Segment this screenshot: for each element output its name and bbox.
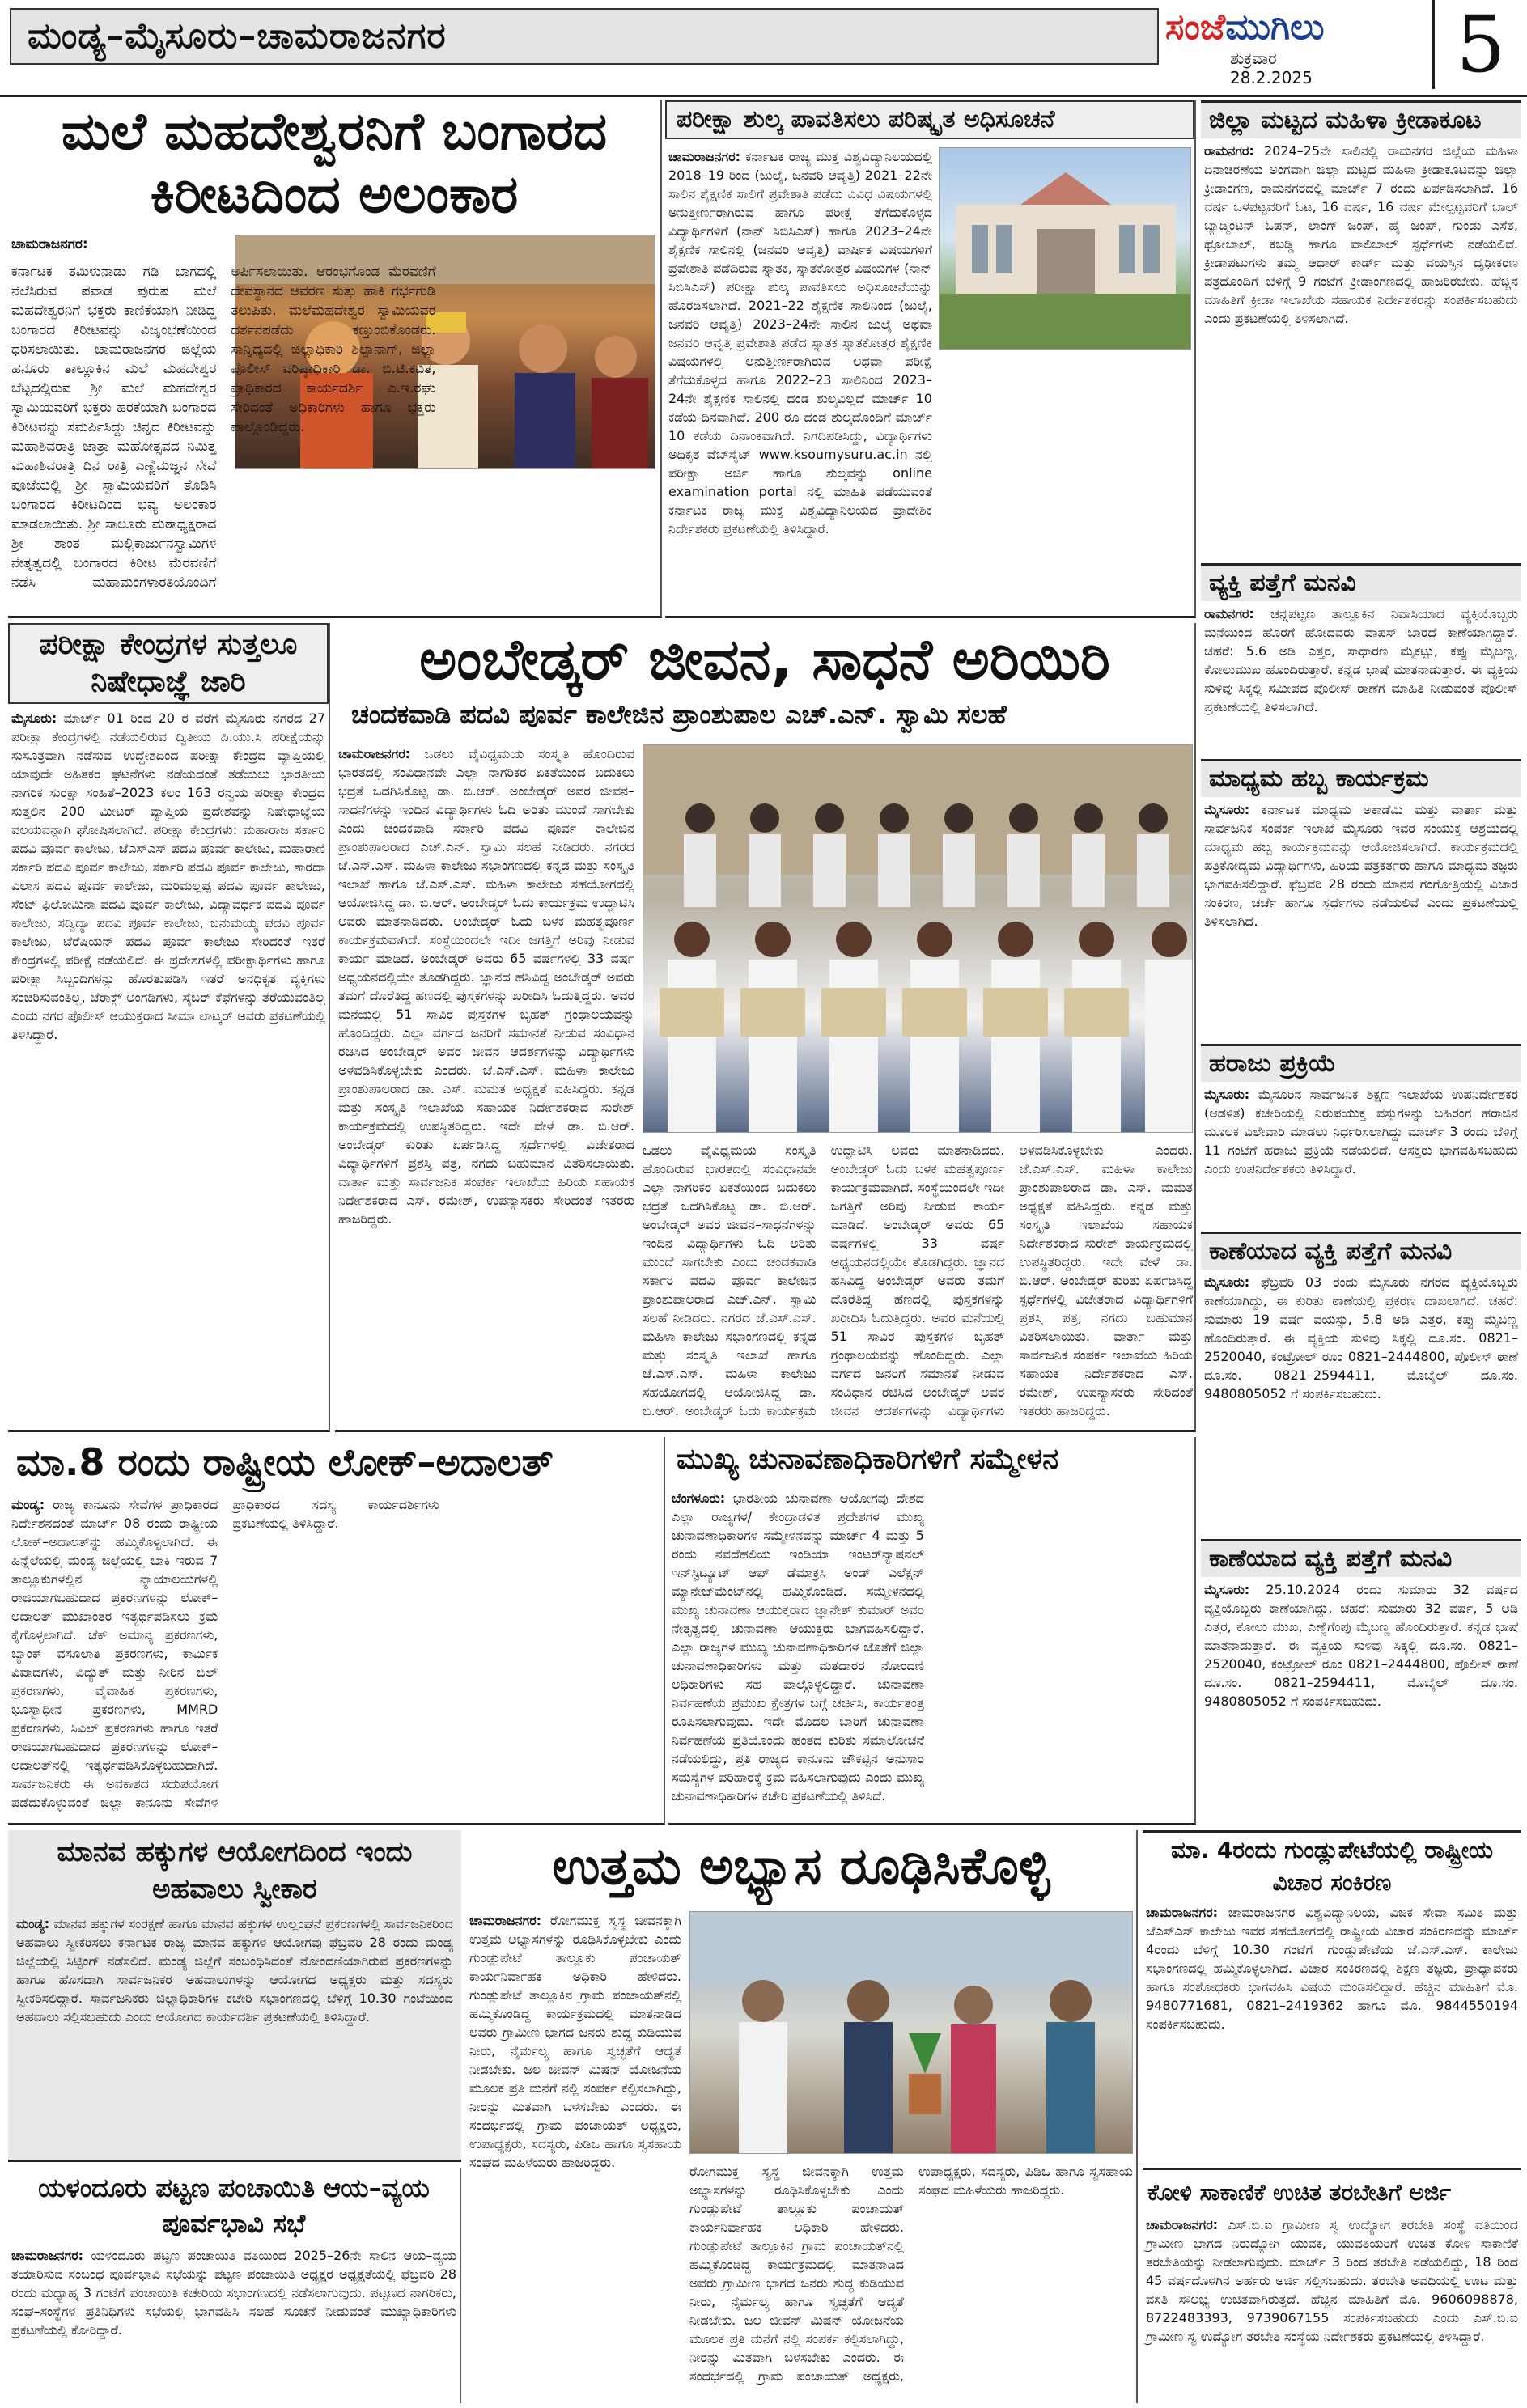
article-ambedkar — [335, 623, 1196, 1432]
paper-name-part1: ಸಂಜೆ — [1165, 6, 1226, 48]
article-yelandur-text — [8, 2243, 460, 2397]
article-fee-dateline: ಚಾಮರಾಜನಗರ: — [668, 149, 741, 164]
article-fee — [665, 100, 1196, 618]
article-poultry-text — [1143, 2212, 1521, 2398]
article-yelandur-headline: ಯಳಂದೂರು ಪಟ್ಟಣ ಪಂಚಾಯಿತಿ ಆಯ–ವ್ಯಯ ಪೂರ್ವಭಾವಿ ಸಭೆ — [38, 2173, 430, 2239]
article-yelandur-dateline: ಚಾಮರಾಜನಗರ: — [11, 2248, 84, 2263]
article-missing3-dateline: ಮೈಸೂರು: — [1204, 1582, 1250, 1597]
masthead — [1165, 6, 1408, 87]
article-restriction — [8, 623, 330, 1432]
article-sports-dateline: ರಾಮನಗರ: — [1204, 143, 1254, 159]
article-missing2-text — [1201, 1270, 1521, 1533]
article-missing2-body: ಫೆಬ್ರವರಿ 03 ರಂದು ಮೈಸೂರು ನಗರದ ವ್ಯಕ್ತಿಯೊಬ್ಬರು ಕಾಣೆಯಾಗಿದ್ದು, ಈ ಕುರಿತು ಠಾಣೆಯಲ್ಲಿ ಪ್ರಕರಣ ದಾಖಲಾಗಿದೆ. ಚಹರೆ: ಸುಮಾರು 19 ವರ್ಷ ವಯಸ್ಸು, 5.8 ಅಡಿ ಎತ್ತರ, ಕಪ್ಪು ಮೈಬಣ್ಣ ಹೊಂದಿರುತ್ತಾರೆ. ಈ ವ್ಯಕ್ತಿಯ ಸುಳಿವು ಸಿಕ್ಕಲ್ಲಿ ದೂ.ಸಂ. 0821–2520040, ಕಂಟ್ರೋಲ್ ರೂಂ 0821–2444800, ಪೊಲೀಸ್ ಠಾಣೆ ದೂ.ಸಂ. 0821–2594411, ಮೊಬೈಲ್ ದೂ.ಸಂ. 9480805052 ಗೆ ಸಂಪರ್ಕಿಸಬಹುದು. — [1204, 1274, 1518, 1401]
paper-name — [1165, 6, 1408, 49]
article-media-text — [1201, 797, 1521, 1040]
article-missing3-headline: ಕಾಣೆಯಾದ ವ್ಯಕ್ತಿ ಪತ್ತೆಗೆ ಮನವಿ — [1201, 1539, 1521, 1577]
article-seminar-text — [1143, 1900, 1521, 2162]
section-label: ಮಂಡ್ಯ–ಮೈಸೂರು–ಚಾಮರಾಜನಗರ — [10, 8, 1159, 65]
article-auction — [1201, 1044, 1521, 1232]
article-fee-headline: ಪರೀಕ್ಷಾ ಶುಲ್ಕ ಪಾವತಿಸಲು ಪರಿಷ್ಕೃತ ಅಧಿಸೂಚನೆ — [665, 100, 1194, 139]
article-seminar-body: ಚಾಮರಾಜನಗರ ವಿಶ್ವವಿದ್ಯಾನಿಲಯ, ವಿಜಿಕ ಸೇವಾ ಸಮಿತಿ ಮತ್ತು ಜೆಎಸ್‌ಎಸ್ ಕಾಲೇಜು ಇವರ ಸಹಯೋಗದಲ್ಲಿ ರಾಷ್ಟ್ರೀಯ ವಿಚಾರ ಸಂಕಿರಣವನ್ನು ಮಾರ್ಚ್ 4ರಂದು ಬೆಳಿಗ್ಗೆ 10.30 ಗಂಟೆಗೆ ಗುಂಡ್ಲುಪೇಟೆಯ ಜೆ.ಎಸ್.ಎಸ್. ಕಾಲೇಜು ಸಭಾಂಗಣದಲ್ಲಿ ಹಮ್ಮಿಕೊಳ್ಳಲಾಗಿದೆ. ವಿಚಾರ ಸಂಕಿರಣದಲ್ಲಿ ಶಿಕ್ಷಣ ತಜ್ಞರು, ಪ್ರಾಧ್ಯಾಪಕರು ಹಾಗೂ ಸಂಶೋಧಕರು ಭಾಗವಹಿಸಿ ವಿಷಯ ಮಂಡಿಸಲಿದ್ದಾರೆ. ಹೆಚ್ಚಿನ ಮಾಹಿತಿಗೆ ಮೊ. 9480771681, 0821–2419362 ಹಾಗೂ ಮೊ. 9844550194 ಸಂಪರ್ಕಿಸಬಹುದು. — [1146, 1905, 1518, 2032]
article-adalat — [8, 1437, 665, 1825]
ambedkar-photo-illustration — [643, 745, 1193, 1133]
article-habits-body: ರೋಗಮುಕ್ತ ಸ್ವಸ್ಥ ಜೀವನಕ್ಕಾಗಿ ಉತ್ತಮ ಅಭ್ಯಾಸಗಳನ್ನು ರೂಢಿಸಿಕೊಳ್ಳಬೇಕು ಎಂದು ಗುಂಡ್ಲುಪೇಟೆ ತಾಲ್ಲೂಕು ಪಂಚಾಯತ್ ಕಾರ್ಯನಿರ್ವಾಹಕ ಅಧಿಕಾರಿ ಹೇಳಿದರು. ಗುಂಡ್ಲುಪೇಟೆ ತಾಲ್ಲೂಕಿನ ಗ್ರಾಮ ಪಂಚಾಯತ್‌ನಲ್ಲಿ ಹಮ್ಮಿಕೊಂಡಿದ್ದ ಕಾರ್ಯಕ್ರಮದಲ್ಲಿ ಮಾತನಾಡಿದ ಅವರು ಗ್ರಾಮೀಣ ಭಾಗದ ಜನರು ಶುದ್ಧ ಕುಡಿಯುವ ನೀರು, ನೈರ್ಮಲ್ಯ ಹಾಗೂ ಸ್ವಚ್ಛತೆಗೆ ಆದ್ಯತೆ ನೀಡಬೇಕು. ಜಲ ಜೀವನ್ ಮಿಷನ್ ಯೋಜನೆಯ ಮೂಲಕ ಪ್ರತಿ ಮನೆಗೆ ನಲ್ಲಿ ಸಂಪರ್ಕ ಕಲ್ಪಿಸಲಾಗಿದ್ದು, ನೀರನ್ನು ಮಿತವಾಗಿ ಬಳಸಬೇಕು ಎಂದರು. ಈ ಸಂದರ್ಭದಲ್ಲಿ ಗ್ರಾಮ ಪಂಚಾಯತ್ ಅಧ್ಯಕ್ಷರು, ಉಪಾಧ್ಯಕ್ಷರು, ಸದಸ್ಯರು, ಪಿಡಿಒ ಹಾಗೂ ಸ್ವಸಹಾಯ ಸಂಘದ ಮಹಿಳೆಯರು ಹಾಜರಿದ್ದರು. — [469, 1913, 681, 2170]
article-missing1-body: ಚನ್ನಪಟ್ಟಣ ತಾಲ್ಲೂಕಿನ ನಿವಾಸಿಯಾದ ವ್ಯಕ್ತಿಯೊಬ್ಬರು ಮನೆಯಿಂದ ಹೊರಗೆ ಹೋದವರು ವಾಪಸ್ ಬಾರದೆ ಕಾಣೆಯಾಗಿದ್ದಾರೆ. ಚಹರೆ: 5.6 ಅಡಿ ಎತ್ತರ, ಸಾಧಾರಣ ಮೈಕಟ್ಟು, ಕಪ್ಪು ಮೈಬಣ್ಣ, ಕೋಲುಮುಖ ಹೊಂದಿರುತ್ತಾರೆ. ಕನ್ನಡ ಭಾಷೆ ಮಾತನಾಡುತ್ತಾರೆ. ಈ ವ್ಯಕ್ತಿಯ ಸುಳಿವು ಸಿಕ್ಕಲ್ಲಿ ಸಮೀಪದ ಪೊಲೀಸ್ ಠಾಣೆಗೆ ಮಾಹಿತಿ ನೀಡುವಂತೆ ಪೊಲೀಸ್ ಪ್ರಕಟಣೆಯಲ್ಲಿ ತಿಳಿಸಲಾಗಿದೆ. — [1204, 606, 1518, 714]
ambedkar-event-photo — [643, 744, 1193, 1133]
article-poultry — [1143, 2177, 1521, 2403]
article-missing1-dateline: ರಾಮನಗರ: — [1204, 606, 1254, 621]
article-rights-body: ಮಾನವ ಹಕ್ಕುಗಳ ಸಂರಕ್ಷಣೆ ಹಾಗೂ ಮಾನವ ಹಕ್ಕುಗಳ ಉಲ್ಲಂಘನೆ ಪ್ರಕರಣಗಳಲ್ಲಿ ಸಾರ್ವಜನಿಕರಿಂದ ಅಹವಾಲು ಸ್ವೀಕರಿಸಲು ಕರ್ನಾಟಕ ರಾಜ್ಯ ಮಾನವ ಹಕ್ಕುಗಳ ಆಯೋಗವು ಫೆಬ್ರವರಿ 28 ರಂದು ಮಂಡ್ಯ ಜಿಲ್ಲೆಯಲ್ಲಿ ಸಿಟ್ಟಿಂಗ್ ನಡೆಸಲಿದೆ. ಮಂಡ್ಯ ಜಿಲ್ಲೆಗೆ ಸಂಬಂಧಿಸಿದಂತೆ ನೋಂದಣಿಯಾಗಿರುವ ಪ್ರಕರಣಗಳನ್ನು ಹಾಗೂ ಹೊಸದಾಗಿ ಸಾರ್ವಜನಿಕರ ಅಹವಾಲುಗಳನ್ನು ಆಯೋಗದ ಅಧ್ಯಕ್ಷರು ಮತ್ತು ಸದಸ್ಯರು ಸ್ವೀಕರಿಸಲಿದ್ದಾರೆ. ಸಾರ್ವಜನಿಕರು ಜಿಲ್ಲಾಧಿಕಾರಿಗಳ ಕಚೇರಿ ಸಭಾಂಗಣದಲ್ಲಿ ಬೆಳಿಗ್ಗೆ 10.30 ಗಂಟೆಯಿಂದ ಅಹವಾಲು ಸಲ್ಲಿಸಬಹುದು ಎಂದು ಆಯೋಗದ ಕಾರ್ಯದರ್ಶಿ ಪ್ರಕಟಣೆಯಲ್ಲಿ ತಿಳಿಸಿದ್ದಾರೆ. — [16, 1916, 453, 2024]
article-fee-text — [668, 147, 932, 613]
article-crown-headline: ಮಲೆ ಮಹದೇಶ್ವರನಿಗೆ ಬಂಗಾರದ ಕಿರೀಟದಿಂದ ಅಲಂಕಾರ — [61, 102, 608, 225]
article-media — [1201, 759, 1521, 1044]
article-missing3-body: 25.10.2024 ರಂದು ಸುಮಾರು 32 ವರ್ಷದ ವ್ಯಕ್ತಿಯೊಬ್ಬರು ಕಾಣೆಯಾಗಿದ್ದು, ಚಹರೆ: ಸುಮಾರು 32 ವರ್ಷ, 5 ಅಡಿ ಎತ್ತರ, ಕೋಲು ಮುಖ, ಎಣ್ಣೆಗೆಂಪು ಮೈಬಣ್ಣ ಹೊಂದಿರುತ್ತಾರೆ. ಕನ್ನಡ ಭಾಷೆ ಮಾತನಾಡುತ್ತಾರೆ. ಈ ವ್ಯಕ್ತಿಯ ಸುಳಿವು ಸಿಕ್ಕಲ್ಲಿ ದೂ.ಸಂ. 0821–2520040, ಕಂಟ್ರೋಲ್ ರೂಂ 0821–2444800, ಪೊಲೀಸ್ ಠಾಣೆ ದೂ.ಸಂ. 0821–2594411, ಮೊಬೈಲ್ ದೂ.ಸಂ. 9480805052 ಗೆ ಸಂಪರ್ಕಿಸಬಹುದು. — [1204, 1582, 1518, 1709]
article-habits-continued: ರೋಗಮುಕ್ತ ಸ್ವಸ್ಥ ಜೀವನಕ್ಕಾಗಿ ಉತ್ತಮ ಅಭ್ಯಾಸಗಳನ್ನು ರೂಢಿಸಿಕೊಳ್ಳಬೇಕು ಎಂದು ಗುಂಡ್ಲುಪೇಟೆ ತಾಲ್ಲೂಕು ಪಂಚಾಯತ್ ಕಾರ್ಯನಿರ್ವಾಹಕ ಅಧಿಕಾರಿ ಹೇಳಿದರು. ಗುಂಡ್ಲುಪೇಟೆ ತಾಲ್ಲೂಕಿನ ಗ್ರಾಮ ಪಂಚಾಯತ್‌ನಲ್ಲಿ ಹಮ್ಮಿಕೊಂಡಿದ್ದ ಕಾರ್ಯಕ್ರಮದಲ್ಲಿ ಮಾತನಾಡಿದ ಅವರು ಗ್ರಾಮೀಣ ಭಾಗದ ಜನರು ಶುದ್ಧ ಕುಡಿಯುವ ನೀರು, ನೈರ್ಮಲ್ಯ ಹಾಗೂ ಸ್ವಚ್ಛತೆಗೆ ಆದ್ಯತೆ ನೀಡಬೇಕು. ಜಲ ಜೀವನ್ ಮಿಷನ್ ಯೋಜನೆಯ ಮೂಲಕ ಪ್ರತಿ ಮನೆಗೆ ನಲ್ಲಿ ಸಂಪರ್ಕ ಕಲ್ಪಿಸಲಾಗಿದ್ದು, ನೀರನ್ನು ಮಿತವಾಗಿ ಬಳಸಬೇಕು ಎಂದರು. ಈ ಸಂದರ್ಭದಲ್ಲಿ ಗ್ರಾಮ ಪಂಚಾಯತ್ ಅಧ್ಯಕ್ಷರು, ಉಪಾಧ್ಯಕ್ಷರು, ಸದಸ್ಯರು, ಪಿಡಿಒ ಹಾಗೂ ಸ್ವಸಹಾಯ ಸಂಘದ ಮಹಿಳೆಯರು ಹಾಜರಿದ್ದರು. — [689, 2164, 1133, 2384]
article-adalat-headline: ಮಾ.8 ರಂದು ರಾಷ್ಟ್ರೀಯ ಲೋಕ್–ಅದಾಲತ್ — [16, 1440, 554, 1484]
article-auction-body: ಮೈಸೂರಿನ ಸಾರ್ವಜನಿಕ ಶಿಕ್ಷಣ ಇಲಾಖೆಯ ಉಪನಿರ್ದೇಶಕರ (ಆಡಳಿತ) ಕಚೇರಿಯಲ್ಲಿ ನಿರುಪಯುಕ್ತ ವಸ್ತುಗಳನ್ನು ಬಹಿರಂಗ ಹರಾಜಿನ ಮೂಲಕ ವಿಲೇವಾರಿ ಮಾಡಲು ನಿರ್ಧರಿಸಲಾಗಿದ್ದು ಮಾರ್ಚ್ 3 ರಂದು ಬೆಳಿಗ್ಗೆ 11 ಗಂಟೆಗೆ ಹರಾಜು ಪ್ರಕ್ರಿಯೆ ನಡೆಯಲಿದೆ. ಆಸಕ್ತರು ಭಾಗವಹಿಸಬಹುದು ಎಂದು ಉಪನಿರ್ದೇಶಕರು ತಿಳಿಸಿದ್ದಾರೆ. — [1204, 1087, 1518, 1176]
article-ambedkar-continued: ಒಡಲು ವೈವಿಧ್ಯಮಯ ಸಂಸ್ಕೃತಿ ಹೊಂದಿರುವ ಭಾರತದಲ್ಲಿ ಸಂವಿಧಾನವೇ ಎಲ್ಲಾ ನಾಗರಿಕರ ಏಕತೆಯಿಂದ ಬದುಕಲು ಭದ್ರತೆ ಒದಗಿಸಿಕೊಟ್ಟ ಡಾ. ಬಿ.ಆರ್. ಅಂಬೇಡ್ಕರ್ ಅವರ ಜೀವನ–ಸಾಧನೆಗಳನ್ನು ಇಂದಿನ ವಿದ್ಯಾರ್ಥಿಗಳು ಓದಿ ಅರಿತು ಮುಂದೆ ಸಾಗಬೇಕು ಎಂದು ಚಂದಕವಾಡಿ ಸರ್ಕಾರಿ ಪದವಿ ಪೂರ್ವ ಕಾಲೇಜಿನ ಪ್ರಾಂಶುಪಾಲರಾದ ಎಚ್.ಎನ್. ಸ್ವಾಮಿ ಸಲಹೆ ನೀಡಿದರು. ನಗರದ ಜೆ.ಎಸ್.ಎಸ್. ಮಹಿಳಾ ಕಾಲೇಜು ಸಭಾಂಗಣದಲ್ಲಿ ಕನ್ನಡ ಮತ್ತು ಸಂಸ್ಕೃತಿ ಇಲಾಖೆ ಹಾಗೂ ಜೆ.ಎಸ್.ಎಸ್. ಮಹಿಳಾ ಕಾಲೇಜು ಸಹಯೋಗದಲ್ಲಿ ಆಯೋಜಿಸಿದ್ದ ಡಾ. ಬಿ.ಆರ್. ಅಂಬೇಡ್ಕರ್ ಓದು ಕಾರ್ಯಕ್ರಮ ಉದ್ಘಾಟಿಸಿ ಅವರು ಮಾತನಾಡಿದರು. ಅಂಬೇಡ್ಕರ್ ಓದು ಬಳಕ ಮಹತ್ವಪೂರ್ಣ ಕಾರ್ಯಕ್ರಮವಾಗಿದೆ. ಸಂಸ್ಥೆಯಿಂದಲೇ ಇದೀ ಜಗತ್ತಿಗೆ ಅರಿವು ನೀಡುವ ಕಾರ್ಯ ಮಾಡಿದೆ. ಅಂಬೇಡ್ಕರ್ ಅವರು 65 ವರ್ಷಗಳಲ್ಲಿ 33 ವರ್ಷ ಅಧ್ಯಯನದಲ್ಲಿಯೇ ತೊಡಗಿದ್ದರು. ಜ್ಞಾನದ ಹಸಿವಿದ್ದ ಅಂಬೇಡ್ಕರ್ ಅವರು ತಮಗೆ ದೊರೆತಿದ್ದ ಹಣದಲ್ಲಿ ಪುಸ್ತಕಗಳನ್ನು ಖರೀದಿಸಿ ಓದುತ್ತಿದ್ದರು. ಅವರ ಮನೆಯಲ್ಲಿ 51 ಸಾವಿರ ಪುಸ್ತಕಗಳ ಬೃಹತ್ ಗ್ರಂಥಾಲಯವನ್ನು ಹೊಂದಿದ್ದರು. ಎಲ್ಲಾ ವರ್ಗದ ಜನರಿಗೆ ಸಮಾನತೆ ನೀಡುವ ಸಂವಿಧಾನ ರಚಿಸಿದ ಅಂಬೇಡ್ಕರ್ ಅವರ ಜೀವನ ಆದರ್ಶಗಳನ್ನು ವಿದ್ಯಾರ್ಥಿಗಳು ಅಳವಡಿಸಿಕೊಳ್ಳಬೇಕು ಎಂದರು. ಜೆ.ಎಸ್.ಎಸ್. ಮಹಿಳಾ ಕಾಲೇಜು ಪ್ರಾಂಶುಪಾಲರಾದ ಡಾ. ಎಸ್. ಮಮತ ಅಧ್ಯಕ್ಷತೆ ವಹಿಸಿದ್ದರು. ಕನ್ನಡ ಮತ್ತು ಸಂಸ್ಕೃತಿ ಇಲಾಖೆಯ ಸಹಾಯಕ ನಿರ್ದೇಶಕರಾದ ಸುರೇಶ್ ಕಾರ್ಯಕ್ರಮದಲ್ಲಿ ಉಪಸ್ಥಿತರಿದ್ದರು. ಇದೇ ವೇಳೆ ಡಾ. ಬಿ.ಆರ್. ಅಂಬೇಡ್ಕರ್ ಕುರಿತು ಏರ್ಪಡಿಸಿದ್ದ ಸ್ಪರ್ಧೆಗಳಲ್ಲಿ ವಿಜೇತರಾದ ವಿದ್ಯಾರ್ಥಿಗಳಿಗೆ ಪ್ರಶಸ್ತಿ ಪತ್ರ, ನಗದು ಬಹುಮಾನ ವಿತರಿಸಲಾಯಿತು. ವಾರ್ತಾ ಮತ್ತು ಸಾರ್ವಜನಿಕ ಸಂಪರ್ಕ ಇಲಾಖೆಯ ಹಿರಿಯ ಸಹಾಯಕ ನಿರ್ದೇಶಕರಾದ ಎಸ್. ರಮೇಶ್, ಉಪನ್ಯಾಸಕರು ಸೇರಿದಂತೆ ಇತರರು ಹಾಜರಿದ್ದರು. — [643, 1143, 1193, 1418]
university-building-photo — [939, 147, 1191, 350]
article-election-text — [668, 1486, 1194, 1819]
issue-date: 28.2.2025 — [1230, 68, 1313, 87]
article-poultry-headline: ಕೋಳಿ ಸಾಕಾಣಿಕೆ ಉಚಿತ ತರಬೇತಿಗೆ ಅರ್ಜಿ — [1147, 2179, 1452, 2206]
article-habits-text — [469, 1911, 681, 2397]
habits-event-photo — [689, 1911, 1133, 2154]
article-media-body: ಕರ್ನಾಟಕ ಮಾಧ್ಯಮ ಅಕಾಡೆಮಿ ಮತ್ತು ವಾರ್ತಾ ಮತ್ತು ಸಾರ್ವಜನಿಕ ಸಂಪರ್ಕ ಇಲಾಖೆ ಮೈಸೂರು ಇವರ ಸಂಯುಕ್ತ ಆಶ್ರಯದಲ್ಲಿ ಮಾಧ್ಯಮ ಹಬ್ಬ ಕಾರ್ಯಕ್ರಮವನ್ನು ಆಯೋಜಿಸಲಾಗಿದೆ. ಕಾರ್ಯಕ್ರಮದಲ್ಲಿ ಪತ್ರಿಕೋದ್ಯಮ ವಿದ್ಯಾರ್ಥಿಗಳು, ಹಿರಿಯ ಪತ್ರಕರ್ತರು ಹಾಗೂ ಮಾಧ್ಯಮ ತಜ್ಞರು ಭಾಗವಹಿಸಲಿದ್ದಾರೆ. ಫೆಬ್ರವರಿ 28 ರಂದು ಮಾನಸ ಗಂಗೋತ್ರಿಯಲ್ಲಿ ವಿಚಾರ ಸಂಕಿರಣ, ಚರ್ಚೆ ಹಾಗೂ ಸ್ಪರ್ಧೆಗಳು ನಡೆಯಲಿವೆ ಎಂದು ಪ್ರಕಟಣೆಯಲ್ಲಿ ತಿಳಿಸಲಾಗಿದೆ. — [1204, 802, 1518, 929]
article-missing2-headline: ಕಾಣೆಯಾದ ವ್ಯಕ್ತಿ ಪತ್ತೆಗೆ ಮನವಿ — [1201, 1232, 1521, 1270]
article-habits — [466, 1830, 1138, 2403]
article-ambedkar-text — [338, 744, 634, 1424]
article-rights-headline: ಮಾನವ ಹಕ್ಕುಗಳ ಆಯೋಗದಿಂದ ಇಂದು ಅಹವಾಲು ಸ್ವೀಕಾರ — [57, 1836, 413, 1906]
article-missing3 — [1201, 1539, 1521, 1816]
article-yelandur-body: ಯಳಂದೂರು ಪಟ್ಟಣ ಪಂಚಾಯಿತಿ ವತಿಯಿಂದ 2025–26ನೇ ಸಾಲಿನ ಆಯ–ವ್ಯಯ ತಯಾರಿಸುವ ಸಂಬಂಧ ಪೂರ್ವಭಾವಿ ಸಭೆಯನ್ನು ಪಟ್ಟಣ ಪಂಚಾಯಿತಿ ಅಧ್ಯಕ್ಷರ ಅಧ್ಯಕ್ಷತೆಯಲ್ಲಿ ಫೆಬ್ರವರಿ 28 ರಂದು ಮಧ್ಯಾಹ್ನ 3 ಗಂಟೆಗೆ ಪಂಚಾಯಿತಿ ಕಚೇರಿಯ ಸಭಾಂಗಣದಲ್ಲಿ ನಡೆಸಲಾಗುವುದು. ಪಟ್ಟಣದ ನಾಗರಿಕರು, ಸಂಘ–ಸಂಸ್ಥೆಗಳ ಪ್ರತಿನಿಧಿಗಳು ಸಭೆಯಲ್ಲಿ ಭಾಗವಹಿಸಿ ಸಲಹೆ ಸೂಚನೆ ನೀಡುವಂತೆ ಮುಖ್ಯಾಧಿಕಾರಿಗಳು ಪ್ರಕಟಣೆಯಲ್ಲಿ ಕೋರಿದ್ದಾರೆ. — [11, 2248, 456, 2338]
article-missing1 — [1201, 563, 1521, 759]
page-number: 5 — [1432, 0, 1527, 89]
article-ambedkar-subheadline: ಚಂದಕವಾಡಿ ಪದವಿ ಪೂರ್ವ ಕಾಲೇಜಿನ ಪ್ರಾಂಶುಪಾಲ ಎಚ್.ಎನ್. ಸ್ವಾಮಿ ಸಲಹೆ — [351, 699, 1007, 730]
article-auction-headline: ಹರಾಜು ಪ್ರಕ್ರಿಯೆ — [1201, 1044, 1521, 1082]
article-rights — [8, 1830, 461, 2162]
article-crown-dateline: ಚಾಮರಾಜನಗರ: — [11, 236, 88, 252]
article-poultry-body: ಎಸ್.ಬಿ.ಐ ಗ್ರಾಮೀಣ ಸ್ವ ಉದ್ಯೋಗ ತರಬೇತಿ ಸಂಸ್ಥೆ ವತಿಯಿಂದ ಗ್ರಾಮೀಣ ಭಾಗದ ನಿರುದ್ಯೋಗಿ ಯುವಕ, ಯುವತಿಯರಿಗೆ ಉಚಿತ ಕೋಳಿ ಸಾಕಾಣಿಕೆ ತರಬೇತಿಯನ್ನು ನೀಡಲಾಗುವುದು. ಮಾರ್ಚ್ 3 ರಿಂದ ತರಬೇತಿ ನಡೆಯಲಿದ್ದು, 18 ರಿಂದ 45 ವರ್ಷದೊಳಗಿನ ಅರ್ಹರು ಅರ್ಜಿ ಸಲ್ಲಿಸಬಹುದು. ತರಬೇತಿ ಅವಧಿಯಲ್ಲಿ ಊಟ ಮತ್ತು ವಸತಿ ಸೌಲಭ್ಯ ಉಚಿತವಾಗಿರುತ್ತದೆ. ಹೆಚ್ಚಿನ ಮಾಹಿತಿಗೆ ಮೊ. 9606098878, 8722483393, 9739067155 ಸಂಪರ್ಕಿಸಬಹುದು ಎಂದು ಎಸ್.ಬಿ.ಐ ಗ್ರಾಮೀಣ ಸ್ವ ಉದ್ಯೋಗ ತರಬೇತಿ ಸಂಸ್ಥೆಯ ನಿರ್ದೇಶಕರು ಪ್ರಕಟಣೆಯಲ್ಲಿ ತಿಳಿಸಿದ್ದಾರೆ. — [1146, 2217, 1518, 2344]
article-habits-headline: ಉತ್ತಮ ಅಭ್ಯಾಸ ರೂಢಿಸಿಕೊಳ್ಳಿ — [552, 1837, 1050, 1897]
article-restriction-text — [8, 704, 329, 1424]
article-missing1-headline: ವ್ಯಕ್ತಿ ಪತ್ತೆಗೆ ಮನವಿ — [1201, 563, 1521, 601]
article-media-headline: ಮಾಧ್ಯಮ ಹಬ್ಬ ಕಾರ್ಯಕ್ರಮ — [1201, 759, 1521, 797]
article-crown-text: ಕರ್ನಾಟಕ ತಮಿಳುನಾಡು ಗಡಿ ಭಾಗದಲ್ಲಿ ನೆಲೆಸಿರುವ ಪವಾಡ ಪುರುಷ ಮಲೆ ಮಹದೇಶ್ವರನಿಗೆ ಭಕ್ತರು ಕಾಣಿಕೆಯಾಗಿ ನೀಡಿದ್ದ ಬಂಗಾರದ ಕಿರೀಟವನ್ನು ವಿಜೃಂಭಣೆಯಿಂದ ಧರಿಸಲಾಯಿತು. ಚಾಮರಾಜನಗರ ಜಿಲ್ಲೆಯ ಹನೂರು ತಾಲ್ಲೂಕಿನ ಮಲೆ ಮಹದೇಶ್ವರ ಬೆಟ್ಟದಲ್ಲಿರುವ ಶ್ರೀ ಮಲೆ ಮಹದೇಶ್ವರ ಸ್ವಾಮಿಯವರಿಗೆ ಭಕ್ತರು ಹರಕೆಯಾಗಿ ಬಂಗಾರದ ಕಿರೀಟವನ್ನು ಸಮರ್ಪಿಸಿದ್ದು ಚಿನ್ನದ ಕಿರೀಟವನ್ನು ಮಹಾಶಿವರಾತ್ರಿ ಜಾತ್ರಾ ಮಹೋತ್ಸವದ ನಿಮಿತ್ತ ಮಹಾಶಿವರಾತ್ರಿ ದಿನ ರಾತ್ರಿ ಎಣ್ಣೆಮಜ್ಜನ ಸೇವೆ ಪೂಜೆಯಲ್ಲಿ ಶ್ರೀ ಸ್ವಾಮಿಯವರಿಗೆ ತೊಡಿಸಿ ಬಂಗಾರದ ಕಿರೀಟದಿಂದ ಭವ್ಯ ಅಲಂಕಾರ ಮಾಡಲಾಯಿತು. ಶ್ರೀ ಸಾಲೂರು ಮಠಾಧ್ಯಕ್ಷರಾದ ಶ್ರೀ ಶಾಂತ ಮಲ್ಲಿಕಾರ್ಜುನಸ್ವಾಮಿಗಳ ನೇತೃತ್ವದಲ್ಲಿ ಬಂಗಾರದ ಕಿರೀಟ ಮೆರವಣಿಗೆ ನಡೆಸಿ ಮಹಾಮಂಗಳಾರತಿಯೊಂದಿಗೆ ಅರ್ಪಿಸಲಾಯಿತು. ಆರಂಭಗೊಂಡ ಮೆರವಣಿಗೆ ದೇವಸ್ಥಾನದ ಆವರಣ ಸುತ್ತು ಹಾಕಿ ಗರ್ಭಗುಡಿ ತಲುಪಿತು. ಮಲೆಮಹದೇಶ್ವರ ಸ್ವಾಮಿಯವರ ದರ್ಶನಪಡೆದು ಕಣ್ತುಂಬಿಕೊಂಡರು. ಸಾನ್ನಿಧ್ಯದಲ್ಲಿ ಜಿಲ್ಲಾಧಿಕಾರಿ ಶಿಲ್ಪಾನಾಗ್, ಜಿಲ್ಲಾ ಪೊಲೀಸ್ ವರಿಷ್ಠಾಧಿಕಾರಿ ಡಾ. ಬಿ.ಟಿ.ಕವಿತ, ಪ್ರಾಧಿಕಾರದ ಕಾರ್ಯದರ್ಶಿ ಎ.ಇ.ರಘು ಸೇರಿದಂತೆ ಅಧಿಕಾರಿಗಳು ಹಾಗೂ ಭಕ್ತರು ಪಾಲ್ಗೊಂಡಿದ್ದರು. — [11, 264, 436, 591]
article-rights-text — [8, 1911, 461, 2154]
article-restriction-headline: ಪರೀಕ್ಷಾ ಕೇಂದ್ರಗಳ ಸುತ್ತಲೂ ನಿಷೇಧಾಜ್ಞೆ ಜಾರಿ — [8, 623, 329, 704]
article-election-headline: ಮುಖ್ಯ ಚುನಾವಣಾಧಿಕಾರಿಗಳಿಗೆ ಸಮ್ಮೇಳನ — [677, 1443, 1059, 1476]
article-media-dateline: ಮೈಸೂರು: — [1204, 802, 1250, 817]
habits-photo-illustration — [690, 1912, 1133, 2154]
article-ambedkar-dateline: ಚಾಮರಾಜನಗರ: — [338, 746, 411, 761]
article-seminar-headline: ಮಾ. 4ರಂದು ಗುಂಡ್ಲುಪೇಟೆಯಲ್ಲಿ ರಾಷ್ಟ್ರೀಯ ವಿಚಾರ ಸಂಕಿರಣ — [1143, 1830, 1521, 1900]
issue-day: ಶುಕ್ರವಾರ — [1230, 49, 1277, 68]
article-sports-headline: ಜಿಲ್ಲಾ ಮಟ್ಟದ ಮಹಿಳಾ ಕ್ರೀಡಾಕೂಟ — [1201, 100, 1521, 138]
article-habits-dateline: ಚಾಮರಾಜನಗರ: — [469, 1913, 542, 1928]
article-missing2 — [1201, 1232, 1521, 1539]
article-ambedkar-body: ಒಡಲು ವೈವಿಧ್ಯಮಯ ಸಂಸ್ಕೃತಿ ಹೊಂದಿರುವ ಭಾರತದಲ್ಲಿ ಸಂವಿಧಾನವೇ ಎಲ್ಲಾ ನಾಗರಿಕರ ಏಕತೆಯಿಂದ ಬದುಕಲು ಭದ್ರತೆ ಒದಗಿಸಿಕೊಟ್ಟ ಡಾ. ಬಿ.ಆರ್. ಅಂಬೇಡ್ಕರ್ ಅವರ ಜೀವನ–ಸಾಧನೆಗಳನ್ನು ಇಂದಿನ ವಿದ್ಯಾರ್ಥಿಗಳು ಓದಿ ಅರಿತು ಮುಂದೆ ಸಾಗಬೇಕು ಎಂದು ಚಂದಕವಾಡಿ ಸರ್ಕಾರಿ ಪದವಿ ಪೂರ್ವ ಕಾಲೇಜಿನ ಪ್ರಾಂಶುಪಾಲರಾದ ಎಚ್.ಎನ್. ಸ್ವಾಮಿ ಸಲಹೆ ನೀಡಿದರು. ನಗರದ ಜೆ.ಎಸ್.ಎಸ್. ಮಹಿಳಾ ಕಾಲೇಜು ಸಭಾಂಗಣದಲ್ಲಿ ಕನ್ನಡ ಮತ್ತು ಸಂಸ್ಕೃತಿ ಇಲಾಖೆ ಹಾಗೂ ಜೆ.ಎಸ್.ಎಸ್. ಮಹಿಳಾ ಕಾಲೇಜು ಸಹಯೋಗದಲ್ಲಿ ಆಯೋಜಿಸಿದ್ದ ಡಾ. ಬಿ.ಆರ್. ಅಂಬೇಡ್ಕರ್ ಓದು ಕಾರ್ಯಕ್ರಮ ಉದ್ಘಾಟಿಸಿ ಅವರು ಮಾತನಾಡಿದರು. ಅಂಬೇಡ್ಕರ್ ಓದು ಬಳಕ ಮಹತ್ವಪೂರ್ಣ ಕಾರ್ಯಕ್ರಮವಾಗಿದೆ. ಸಂಸ್ಥೆಯಿಂದಲೇ ಇದೀ ಜಗತ್ತಿಗೆ ಅರಿವು ನೀಡುವ ಕಾರ್ಯ ಮಾಡಿದೆ. ಅಂಬೇಡ್ಕರ್ ಅವರು 65 ವರ್ಷಗಳಲ್ಲಿ 33 ವರ್ಷ ಅಧ್ಯಯನದಲ್ಲಿಯೇ ತೊಡಗಿದ್ದರು. ಜ್ಞಾನದ ಹಸಿವಿದ್ದ ಅಂಬೇಡ್ಕರ್ ಅವರು ತಮಗೆ ದೊರೆತಿದ್ದ ಹಣದಲ್ಲಿ ಪುಸ್ತಕಗಳನ್ನು ಖರೀದಿಸಿ ಓದುತ್ತಿದ್ದರು. ಅವರ ಮನೆಯಲ್ಲಿ 51 ಸಾವಿರ ಪುಸ್ತಕಗಳ ಬೃಹತ್ ಗ್ರಂಥಾಲಯವನ್ನು ಹೊಂದಿದ್ದರು. ಎಲ್ಲಾ ವರ್ಗದ ಜನರಿಗೆ ಸಮಾನತೆ ನೀಡುವ ಸಂವಿಧಾನ ರಚಿಸಿದ ಅಂಬೇಡ್ಕರ್ ಅವರ ಜೀವನ ಆದರ್ಶಗಳನ್ನು ವಿದ್ಯಾರ್ಥಿಗಳು ಅಳವಡಿಸಿಕೊಳ್ಳಬೇಕು ಎಂದರು. ಜೆ.ಎಸ್.ಎಸ್. ಮಹಿಳಾ ಕಾಲೇಜು ಪ್ರಾಂಶುಪಾಲರಾದ ಡಾ. ಎಸ್. ಮಮತ ಅಧ್ಯಕ್ಷತೆ ವಹಿಸಿದ್ದರು. ಕನ್ನಡ ಮತ್ತು ಸಂಸ್ಕೃತಿ ಇಲಾಖೆಯ ಸಹಾಯಕ ನಿರ್ದೇಶಕರಾದ ಸುರೇಶ್ ಕಾರ್ಯಕ್ರಮದಲ್ಲಿ ಉಪಸ್ಥಿತರಿದ್ದರು. ಇದೇ ವೇಳೆ ಡಾ. ಬಿ.ಆರ್. ಅಂಬೇಡ್ಕರ್ ಕುರಿತು ಏರ್ಪಡಿಸಿದ್ದ ಸ್ಪರ್ಧೆಗಳಲ್ಲಿ ವಿಜೇತರಾದ ವಿದ್ಯಾರ್ಥಿಗಳಿಗೆ ಪ್ರಶಸ್ತಿ ಪತ್ರ, ನಗದು ಬಹುಮಾನ ವಿತರಿಸಲಾಯಿತು. ವಾರ್ತಾ ಮತ್ತು ಸಾರ್ವಜನಿಕ ಸಂಪರ್ಕ ಇಲಾಖೆಯ ಹಿರಿಯ ಸಹಾಯಕ ನಿರ್ದೇಶಕರಾದ ಎಸ್. ರಮೇಶ್, ಉಪನ್ಯಾಸಕರು ಸೇರಿದಂತೆ ಇತರರು ಹಾಜರಿದ್ದರು. — [338, 746, 634, 1227]
article-restriction-dateline: ಮೈಸೂರು: — [11, 710, 57, 726]
article-restriction-body: ಮಾರ್ಚ್ 01 ರಿಂದ 20 ರ ವರೆಗೆ ಮೈಸೂರು ನಗರದ 27 ಪರೀಕ್ಷಾ ಕೇಂದ್ರಗಳಲ್ಲಿ ನಡೆಯಲಿರುವ ದ್ವಿತೀಯ ಪಿ.ಯು.ಸಿ ಪರೀಕ್ಷೆಯನ್ನು ಸುಸೂತ್ರವಾಗಿ ನಡೆಸುವ ಉದ್ದೇಶದಿಂದ ಪರೀಕ್ಷಾ ಕೇಂದ್ರದ ವ್ಯಾಪ್ತಿಯಲ್ಲಿ ಯಾವುದೇ ಅಹಿತಕರ ಘಟನೆಗಳು ನಡೆಯದಂತೆ ತಡೆಯಲು ಭಾರತೀಯ ನಾಗರಿಕ ಸುರಕ್ಷಾ ಸಂಹಿತೆ–2023 ಕಲಂ 163 ರನ್ವಯ ಪರೀಕ್ಷಾ ಕೇಂದ್ರದ ಸುತ್ತಲಿನ 200 ಮೀಟರ್ ವ್ಯಾಪ್ತಿಯ ಪ್ರದೇಶವನ್ನು ನಿಷೇಧಾಜ್ಞೆಯ ವಲಯವನ್ನಾಗಿ ಘೋಷಿಸಲಾಗಿದೆ. ಪರೀಕ್ಷಾ ಕೇಂದ್ರಗಳು: ಮಹಾರಾಜ ಸರ್ಕಾರಿ ಪದವಿ ಪೂರ್ವ ಕಾಲೇಜು, ಜೆಎಸ್‌ಎಸ್ ಪದವಿ ಪೂರ್ವ ಕಾಲೇಜು, ಮಹಾರಾಣಿ ಸರ್ಕಾರಿ ಪದವಿ ಪೂರ್ವ ಕಾಲೇಜು, ಸರ್ಕಾರಿ ಪದವಿ ಪೂರ್ವ ಕಾಲೇಜು, ಶಾರದಾ ವಿಲಾಸ ಪದವಿ ಪೂರ್ವ ಕಾಲೇಜು, ಮರಿಮಲ್ಲಪ್ಪ ಪದವಿ ಪೂರ್ವ ಕಾಲೇಜು, ಸೆಂಟ್ ಫಿಲೋಮಿನಾ ಪದವಿ ಪೂರ್ವ ಕಾಲೇಜು, ವಿದ್ಯಾವರ್ಧಕ ಪದವಿ ಪೂರ್ವ ಕಾಲೇಜು, ಸದ್ವಿದ್ಯಾ ಪದವಿ ಪೂರ್ವ ಕಾಲೇಜು, ಬನುಮಯ್ಯ ಪದವಿ ಪೂರ್ವ ಕಾಲೇಜು, ಟೆರೆಷಿಯನ್ ಪದವಿ ಪೂರ್ವ ಕಾಲೇಜು ಸೇರಿದಂತೆ ಇತರೆ ಕೇಂದ್ರಗಳಲ್ಲಿ ಪರೀಕ್ಷೆ ನಡೆಯಲಿದೆ. ಈ ಪ್ರದೇಶಗಳಲ್ಲಿ ಪರೀಕ್ಷಾರ್ಥಿಗಳು ಹಾಗೂ ಪರೀಕ್ಷಾ ಸಿಬ್ಬಂದಿಗಳನ್ನು ಹೊರತುಪಡಿಸಿ ಇತರೆ ಅನಧಿಕೃತ ವ್ಯಕ್ತಿಗಳು ಸಂಚರಿಸುವಂತಿಲ್ಲ, ಜೆರಾಕ್ಸ್ ಅಂಗಡಿಗಳು, ಸೈಬರ್ ಕೆಫೆಗಳನ್ನು ತೆರೆಯುವಂತಿಲ್ಲ ಎಂದು ನಗರ ಪೊಲೀಸ್ ಆಯುಕ್ತರಾದ ಸೀಮಾ ಲಾಟ್ಕರ್ ಅವರು ಪ್ರಕಟಣೆಯಲ್ಲಿ ತಿಳಿಸಿದ್ದಾರೆ. — [11, 710, 325, 1042]
article-missing3-text — [1201, 1577, 1521, 1812]
page-header — [0, 0, 1527, 97]
article-fee-body: ಕರ್ನಾಟಕ ರಾಜ್ಯ ಮುಕ್ತ ವಿಶ್ವವಿದ್ಯಾನಿಲಯದಲ್ಲಿ 2018–19 ರಿಂದ (ಜುಲೈ, ಜನವರಿ ಆವೃತ್ತಿ) 2021–22ನೇ ಸಾಲಿನ ಶೈಕ್ಷಣಿಕ ಸಾಲಿಗೆ ಪ್ರವೇಶಾತಿ ಪಡೆದು ವಿವಿಧ ವಿಷಯಗಳಲ್ಲಿ ಅನುತ್ತೀರ್ಣರಾಗಿರುವ ಹಾಗೂ ಪರೀಕ್ಷೆ ತೆಗೆದುಕೊಳ್ಳದ ವಿದ್ಯಾರ್ಥಿಗಳಿಗೆ (ನಾನ್ ಸಿಬಿಸಿಎಸ್) ಹಾಗೂ 2023–24ನೇ ಶೈಕ್ಷಣಿಕ ಸಾಲಿನಲ್ಲಿ (ಜನವರಿ ಆವೃತ್ತಿ) ವಾರ್ಷಿಕ ವಿಷಯಗಳಿಗೆ ಪ್ರವೇಶಾತಿ ಪಡೆದಿರುವ ಸ್ನಾತಕ, ಸ್ನಾತಕೋತ್ತರ ವಿಷಯಗಳ (ನಾನ್ ಸಿಬಿಸಿಎಸ್) ಪರೀಕ್ಷಾ ಶುಲ್ಕ ಪಾವತಿಸಲು ಅಧಿಸೂಚನೆಯನ್ನು ಹೊರಡಿಸಲಾಗಿದೆ. 2021–22 ಶೈಕ್ಷಣಿಕ ಸಾಲಿನಿಂದ (ಜುಲೈ, ಜನವರಿ ಆವೃತ್ತಿ) 2023–24ನೇ ಸಾಲಿನ ಜುಲೈ ಅಥವಾ ಜನವರಿ ಆವೃತ್ತಿ ಪ್ರವೇಶಾತಿ ಪಡೆದ ಸ್ನಾತಕ ಸ್ನಾತಕೋತ್ತರ ಶೈಕ್ಷಣಿಕ ವಿಷಯಗಳಲ್ಲಿ ಅನುತ್ತೀರ್ಣರಾಗಿರುವ ಅಥವಾ ಪರೀಕ್ಷೆ ತೆಗೆದುಕೊಳ್ಳದ ಹಾಗೂ 2022–23 ಸಾಲಿನಿಂದ 2023–24ನೇ ಶೈಕ್ಷಣಿಕ ಸಾಲಿನಲ್ಲಿ ದಂಡ ಶುಲ್ಕವಿಲ್ಲದೆ ಮಾರ್ಚ್ 10 ಕಡೆಯ ದಿನವಾಗಿದೆ. 200 ರೂ ದಂಡ ಶುಲ್ಕದೊಂದಿಗೆ ಮಾರ್ಚ್ 10 ಕಡೆಯ ದಿನಾಂಕವಾಗಿದೆ. ನಿಗದಿಪಡಿಸಿದ್ದು, ವಿದ್ಯಾರ್ಥಿಗಳು ಅಧಿಕೃತ ವೆಬ್‌ಸೈಟ್ www.ksoumysuru.ac.in ನಲ್ಲಿ ಪರೀಕ್ಷಾ ಅರ್ಜಿ ಹಾಗೂ ಶುಲ್ಕವನ್ನು online examination portal ನಲ್ಲಿ ಮಾಹಿತಿ ಪಡೆಯುವಂತೆ ಕರ್ನಾಟಕ ರಾಜ್ಯ ಮುಕ್ತ ವಿಶ್ವವಿದ್ಯಾನಿಲಯದ ಪ್ರಾದೇಶಿಕ ನಿರ್ದೇಶಕರು ಪ್ರಕಟಣೆಯಲ್ಲಿ ತಿಳಿಸಿದ್ದಾರೆ. — [668, 149, 932, 536]
right-column — [1201, 100, 1521, 1816]
article-poultry-dateline: ಚಾಮರಾಜನಗರ: — [1146, 2217, 1219, 2232]
article-sports-text — [1201, 138, 1521, 559]
article-missing2-dateline: ಮೈಸೂರು: — [1204, 1274, 1250, 1290]
article-sports — [1201, 100, 1521, 563]
article-yelandur — [8, 2168, 461, 2403]
university-building-illustration — [940, 148, 1191, 350]
article-missing1-text — [1201, 601, 1521, 755]
article-sports-body: 2024–25ನೇ ಸಾಲಿನಲ್ಲಿ ರಾಮನಗರ ಜಿಲ್ಲೆಯ ಮಹಿಳಾ ದಿನಾಚರಣೆಯ ಅಂಗವಾಗಿ ಜಿಲ್ಲಾ ಮಟ್ಟದ ಮಹಿಳಾ ಕ್ರೀಡಾಕೂಟವನ್ನು ಜಿಲ್ಲಾ ಕ್ರೀಡಾಂಗಣ, ರಾಮನಗರದಲ್ಲಿ ಮಾರ್ಚ್ 7 ರಂದು ಏರ್ಪಡಿಸಲಾಗಿದೆ. 16 ವರ್ಷ ಒಳಪಟ್ಟವರಿಗೆ ಓಟ, 16 ವರ್ಷ, 16 ವರ್ಷ ಮೇಲ್ಪಟ್ಟವರಿಗೆ ಬಾಲ್ ಬ್ಯಾಡ್ಮಿಂಟನ್ ಓಪನ್, ಲಾಂಗ್ ಜಂಪ್, ಹೈ ಜಂಪ್, ಗುಂಡು ಎಸೆತ, ಥ್ರೋಬಾಲ್, ಕಬಡ್ಡಿ ಹಾಗೂ ವಾಲಿಬಾಲ್ ಸ್ಪರ್ಧೆಗಳು ನಡೆಯಲಿವೆ. ಕ್ರೀಡಾಪಟುಗಳು ತಮ್ಮ ಆಧಾರ್ ಕಾರ್ಡ್ ಮತ್ತು ವಯಸ್ಸಿನ ದೃಢೀಕರಣ ಪತ್ರದೊಂದಿಗೆ ಬೆಳಿಗ್ಗೆ 9 ಗಂಟೆಗೆ ಕ್ರೀಡಾಂಗಣದಲ್ಲಿ ಹಾಜರಿರಬೇಕು. ಹೆಚ್ಚಿನ ಮಾಹಿತಿಗೆ ಕ್ರೀಡಾ ಇಲಾಖೆಯ ಸಹಾಯಕ ನಿರ್ದೇಶಕರನ್ನು ಸಂಪರ್ಕಿಸಬಹುದು ಎಂದು ಪ್ರಕಟಣೆಯಲ್ಲಿ ತಿಳಿಸಲಾಗಿದೆ. — [1204, 143, 1518, 326]
article-ambedkar-headline: ಅಂಬೇಡ್ಕರ್ ಜೀವನ, ಸಾಧನೆ ಅರಿಯಿರಿ — [419, 626, 1110, 693]
paper-name-part2: ಮುಗಿಲು — [1225, 6, 1325, 48]
article-adalat-dateline: ಮಂಡ್ಯ: — [11, 1497, 45, 1512]
article-election-dateline: ಬೆಂಗಳೂರು: — [672, 1490, 726, 1506]
article-auction-dateline: ಮೈಸೂರು: — [1204, 1087, 1250, 1102]
article-election — [668, 1437, 1196, 1825]
article-rights-dateline: ಮಂಡ್ಯ: — [16, 1916, 50, 1931]
article-adalat-text — [8, 1492, 664, 1819]
article-seminar — [1143, 1830, 1521, 2170]
article-election-body: ಭಾರತೀಯ ಚುನಾವಣಾ ಆಯೋಗವು ದೇಶದ ಎಲ್ಲಾ ರಾಜ್ಯಗಳ/ ಕೇಂದ್ರಾಡಳಿತ ಪ್ರದೇಶಗಳ ಮುಖ್ಯ ಚುನಾವಣಾಧಿಕಾರಿಗಳ ಸಮ್ಮೇಳನವನ್ನು ಮಾರ್ಚ್ 4 ಮತ್ತು 5 ರಂದು ನವದೆಹಲಿಯ ಇಂಡಿಯಾ ಇಂಟರ್‌ನ್ಯಾಷನಲ್ ಇನ್‌ಸ್ಟಿಟ್ಯೂಟ್ ಆಫ್ ಡೆಮಾಕ್ರಸಿ ಅಂಡ್ ಎಲೆಕ್ಷನ್ ಮ್ಯಾನೇಜ್‌ಮೆಂಟ್‌ನಲ್ಲಿ ಹಮ್ಮಿಕೊಂಡಿದೆ. ಸಮ್ಮೇಳನದಲ್ಲಿ ಮುಖ್ಯ ಚುನಾವಣಾ ಆಯುಕ್ತರಾದ ಜ್ಞಾನೇಶ್ ಕುಮಾರ್ ಅವರ ನೇತೃತ್ವದಲ್ಲಿ ಚುನಾವಣಾ ಆಯುಕ್ತರು ಭಾಗವಹಿಸಲಿದ್ದಾರೆ. ಎಲ್ಲಾ ರಾಜ್ಯಗಳ ಮುಖ್ಯ ಚುನಾವಣಾಧಿಕಾರಿಗಳ ಜೊತೆಗೆ ಜಿಲ್ಲಾ ಚುನಾವಣಾಧಿಕಾರಿಗಳು ಮತ್ತು ಮತದಾರರ ನೋಂದಣಿ ಅಧಿಕಾರಿಗಳು ಸಹ ಪಾಲ್ಗೊಳ್ಳಲಿದ್ದಾರೆ. ಚುನಾವಣಾ ನಿರ್ವಹಣೆಯ ಪ್ರಮುಖ ಕ್ಷೇತ್ರಗಳ ಬಗ್ಗೆ ಚರ್ಚಿಸಿ, ಕಾರ್ಯತಂತ್ರ ರೂಪಿಸಲಾಗುವುದು. ಇದೇ ಮೊದಲ ಬಾರಿಗೆ ಚುನಾವಣಾ ನಿರ್ವಹಣೆಯ ಪ್ರತಿಯೊಂದು ಹಂತದ ಕುರಿತು ಸಮಾಲೋಚನೆ ನಡೆಯಲಿದ್ದು, ಪ್ರತಿ ರಾಜ್ಯದ ಕಾನೂನು ಚೌಕಟ್ಟಿನ ಅನುಸಾರ ಸಮಸ್ಯೆಗಳ ಪರಿಹಾರಕ್ಕೆ ಕ್ರಮ ವಹಿಸಲಾಗುವುದು ಎಂದು ಮುಖ್ಯ ಚುನಾವಣಾಧಿಕಾರಿಗಳ ಕಚೇರಿ ಪ್ರಕಟಣೆಯಲ್ಲಿ ತಿಳಿಸಿದೆ. — [672, 1490, 924, 1804]
article-crown — [8, 100, 662, 618]
article-seminar-dateline: ಚಾಮರಾಜನಗರ: — [1146, 1905, 1219, 1920]
article-adalat-body: ರಾಜ್ಯ ಕಾನೂನು ಸೇವೆಗಳ ಪ್ರಾಧಿಕಾರದ ನಿರ್ದೇಶನದಂತೆ ಮಾರ್ಚ್ 08 ರಂದು ರಾಷ್ಟ್ರೀಯ ಲೋಕ್–ಅದಾಲತ್‌ನ್ನು ಹಮ್ಮಿಕೊಳ್ಳಲಾಗಿದೆ. ಈ ಹಿನ್ನೆಲೆಯಲ್ಲಿ ಮಂಡ್ಯ ಜಿಲ್ಲೆಯಲ್ಲಿ ಬಾಕಿ ಇರುವ 7 ತಾಲ್ಲೂಕುಗಳಲ್ಲಿನ ನ್ಯಾಯಾಲಯಗಳಲ್ಲಿ ರಾಜಿಯಾಗಬಹುದಾದ ಪ್ರಕರಣಗಳನ್ನು ಲೋಕ್–ಅದಾಲತ್ ಮುಖಾಂತರ ಇತ್ಯರ್ಥಪಡಿಸಲು ಕ್ರಮ ಕೈಗೊಳ್ಳಲಾಗಿದೆ. ಚೆಕ್ ಅಮಾನ್ಯ ಪ್ರಕರಣಗಳು, ಬ್ಯಾಂಕ್ ವಸೂಲಾತಿ ಪ್ರಕರಣಗಳು, ಕಾರ್ಮಿಕ ವಿವಾದಗಳು, ವಿದ್ಯುತ್ ಮತ್ತು ನೀರಿನ ಬಿಲ್ ಪ್ರಕರಣಗಳು, ವೈವಾಹಿಕ ಪ್ರಕರಣಗಳು, ಭೂಸ್ವಾಧೀನ ಪ್ರಕರಣಗಳು, MMRD ಪ್ರಕರಣಗಳು, ಸಿವಿಲ್ ಪ್ರಕರಣಗಳು ಹಾಗೂ ಇತರೆ ರಾಜಿಯಾಗಬಹುದಾದ ಪ್ರಕರಣಗಳನ್ನು ಲೋಕ್–ಅದಾಲತ್‌ನಲ್ಲಿ ಇತ್ಯರ್ಥಪಡಿಸಿಕೊಳ್ಳಬಹುದಾಗಿದೆ. ಸಾರ್ವಜನಿಕರು ಈ ಅವಕಾಶದ ಸದುಪಯೋಗ ಪಡೆದುಕೊಳ್ಳುವಂತೆ ಜಿಲ್ಲಾ ಕಾನೂನು ಸೇವೆಗಳ ಪ್ರಾಧಿಕಾರದ ಸದಸ್ಯ ಕಾರ್ಯದರ್ಶಿಗಳು ಪ್ರಕಟಣೆಯಲ್ಲಿ ತಿಳಿಸಿದ್ದಾರೆ. — [11, 1497, 439, 1810]
article-auction-text — [1201, 1082, 1521, 1227]
